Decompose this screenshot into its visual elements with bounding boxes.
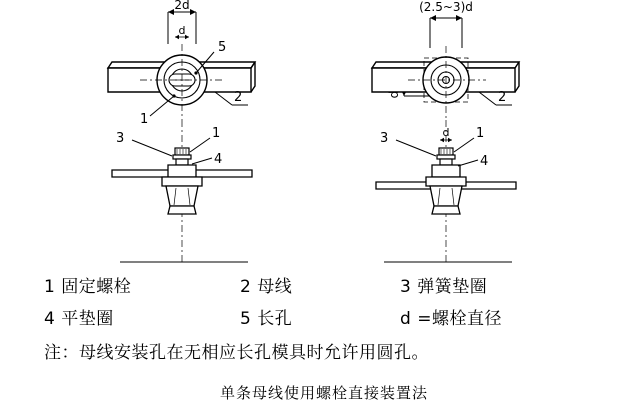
left-callout-1-plan [150, 94, 176, 116]
legend-item-2: 2 母线 [240, 277, 293, 297]
right-inner-dimension-label: d [442, 126, 450, 139]
left-insulator [162, 165, 202, 214]
left-callout-1-elev [190, 138, 210, 152]
right-callout-1-label: 1 [476, 126, 485, 141]
right-callout-3 [396, 140, 436, 156]
left-bolt-elevation [173, 148, 191, 165]
left-view [108, 0, 255, 262]
legend-item-1: 1 固定螺栓 [44, 277, 132, 297]
legend-item-3: 3 弹簧垫圈 [400, 277, 488, 297]
left-callout-4-label: 4 [214, 152, 223, 167]
right-callout-2-label: 2 [498, 90, 507, 105]
right-callout-4-label: 4 [480, 154, 489, 169]
left-callout-1-plan-label: 1 [140, 112, 149, 127]
right-callout-4 [458, 160, 478, 166]
left-callout-3-label: 3 [116, 131, 125, 146]
left-inner-dimension-label: d [178, 24, 186, 37]
figure-caption-text: 单条母线使用螺栓直接装置法 [219, 384, 428, 402]
left-callout-1-elev-label: 1 [212, 126, 221, 141]
left-callout-2-label: 2 [234, 90, 243, 105]
right-callout-3-label: 3 [380, 131, 389, 146]
legend-item-4: 4 平垫圈 [44, 309, 114, 329]
right-top-dimension-label: (2.5~3)d [419, 0, 473, 14]
figure-caption [0, 382, 618, 403]
legend-row [0, 272, 618, 304]
right-callout-1 [454, 138, 474, 152]
legend [0, 272, 618, 336]
legend-item-d: d =螺栓直径 [400, 309, 502, 329]
right-view [372, 0, 519, 262]
legend-row [0, 304, 618, 336]
left-callout-5-label: 5 [218, 40, 227, 55]
right-top-dimension [430, 15, 462, 48]
right-callout-2 [479, 92, 512, 105]
legend-item-5: 5 长孔 [240, 309, 293, 329]
left-callout-3 [132, 140, 172, 156]
left-top-dimension-label: 2d [174, 0, 190, 12]
left-callout-4 [192, 158, 212, 164]
right-insulator [426, 165, 466, 214]
right-bolt-elevation [437, 148, 455, 165]
note-text: 注：母线安装孔在无相应长孔模具时允许用圆孔。 [44, 343, 429, 363]
left-callout-2 [215, 92, 248, 105]
